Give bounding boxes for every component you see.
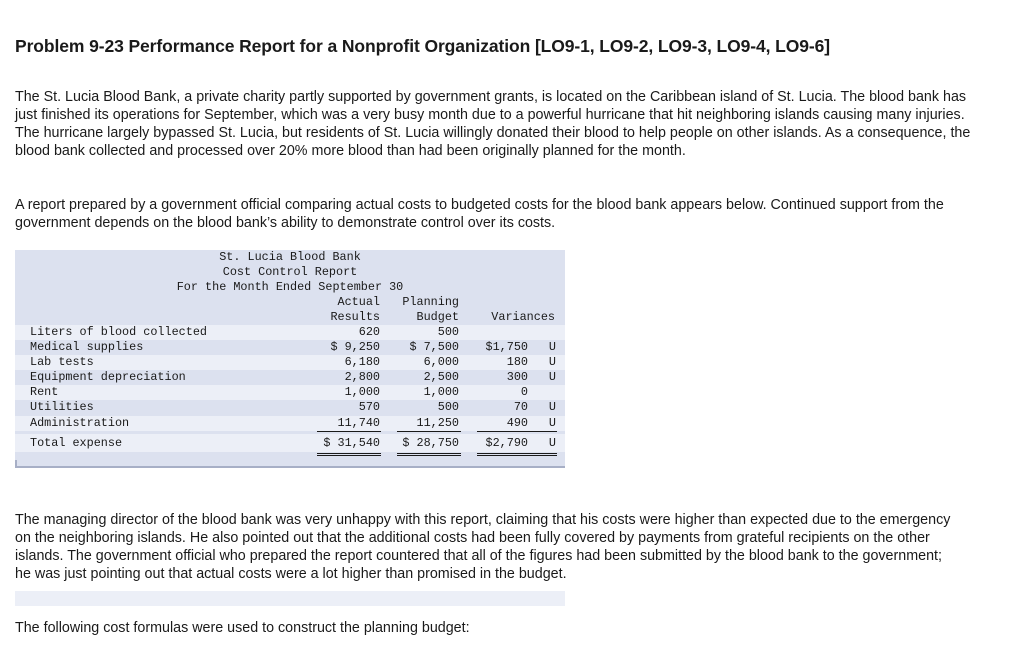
row-actual: 570	[358, 400, 380, 414]
col-budget-header-1: Planning	[402, 295, 459, 309]
col-variance-header: Variances	[491, 310, 555, 324]
row-flag: U	[548, 355, 556, 369]
col-actual-header-1: Actual	[337, 295, 380, 309]
row-variance: 180	[506, 355, 528, 369]
row-label: Medical supplies	[30, 340, 144, 354]
cost-control-report	[15, 250, 565, 468]
cost-formulas-intro: The following cost formulas were used to construct the planning budget:	[15, 620, 470, 636]
col-budget-header-2: Budget	[416, 310, 459, 324]
row-variance: 490	[506, 416, 528, 430]
row-actual: 11,740	[337, 416, 380, 430]
row-label: Liters of blood collected	[30, 325, 207, 339]
row-label: Rent	[30, 385, 59, 399]
col-actual-header-2: Results	[330, 310, 380, 324]
row-actual: 620	[358, 325, 380, 339]
row-budget: 500	[437, 400, 459, 414]
report-bottom-border	[15, 466, 565, 468]
row-variance: 70	[513, 400, 528, 414]
row-actual: $ 9,250	[330, 340, 380, 354]
row-variance: 300	[506, 370, 528, 384]
row-flag: U	[548, 416, 556, 430]
row-label: Administration	[30, 416, 130, 430]
row-budget: 11,250	[416, 416, 459, 430]
row-label: Equipment depreciation	[30, 370, 186, 384]
total-label: Total expense	[30, 436, 123, 450]
row-variance: $1,750	[485, 340, 528, 354]
row-flag: U	[548, 340, 556, 354]
row-label: Utilities	[30, 400, 94, 414]
director-response-paragraph: The managing director of the blood bank was very unhappy with this report, claiming that his costs were higher than expected due to the emergency on the neighboring islands. He also pointed out that the additional costs had been fully covered by payments from grateful recipients on the other islands. The government official who prepared the report countered that all of the figures had been submitted by the blood bank to the government; he was just pointing out that actual costs were a lot higher than promised in the budget.	[15, 512, 951, 582]
row-actual: 1,000	[344, 385, 380, 399]
problem-title: Problem 9-23 Performance Report for a Nonprofit Organization [LO9-1, LO9-2, LO9-3, LO9-4, LO9-6]	[15, 36, 830, 56]
row-flag: U	[548, 400, 556, 414]
subtotal-rule	[317, 431, 381, 432]
total-flag: U	[548, 436, 556, 450]
row-label: Lab tests	[30, 355, 94, 369]
total-variance: $2,790	[485, 436, 528, 450]
total-budget: $ 28,750	[402, 436, 459, 450]
row-budget: $ 7,500	[409, 340, 459, 354]
row-budget: 6,000	[423, 355, 459, 369]
row-budget: 2,500	[423, 370, 459, 384]
report-org: St. Lucia Blood Bank	[219, 250, 361, 264]
report-intro-paragraph: A report prepared by a government official comparing actual costs to budgeted costs for the blood bank appears below. Continued support from the government depends on the blood bank’s ability to demonstrate control over its costs.	[15, 197, 944, 231]
intro-paragraph: The St. Lucia Blood Bank, a private charity partly supported by government grants, is located on the Caribbean island of St. Lucia. The blood bank has just finished its operations for September, which was a very busy month due to a powerful hurricane that hit neighboring islands causing many injuries. The hurricane largely bypassed St. Lucia, but residents of St. Lucia willingly donated their blood to help people on other islands. As a consequence, the blood bank collected and processed over 20% more blood than had been originally planned for the month.	[15, 89, 971, 159]
report-name: Cost Control Report	[222, 265, 358, 279]
row-budget: 500	[437, 325, 459, 339]
report-period: For the Month Ended September 30	[176, 280, 404, 294]
subtotal-rule	[477, 431, 557, 432]
row-flag: U	[548, 370, 556, 384]
subtotal-rule	[397, 431, 461, 432]
total-actual: $ 31,540	[323, 436, 380, 450]
row-actual: 6,180	[344, 355, 380, 369]
row-actual: 2,800	[344, 370, 380, 384]
row-variance: 0	[520, 385, 528, 399]
row-budget: 1,000	[423, 385, 459, 399]
